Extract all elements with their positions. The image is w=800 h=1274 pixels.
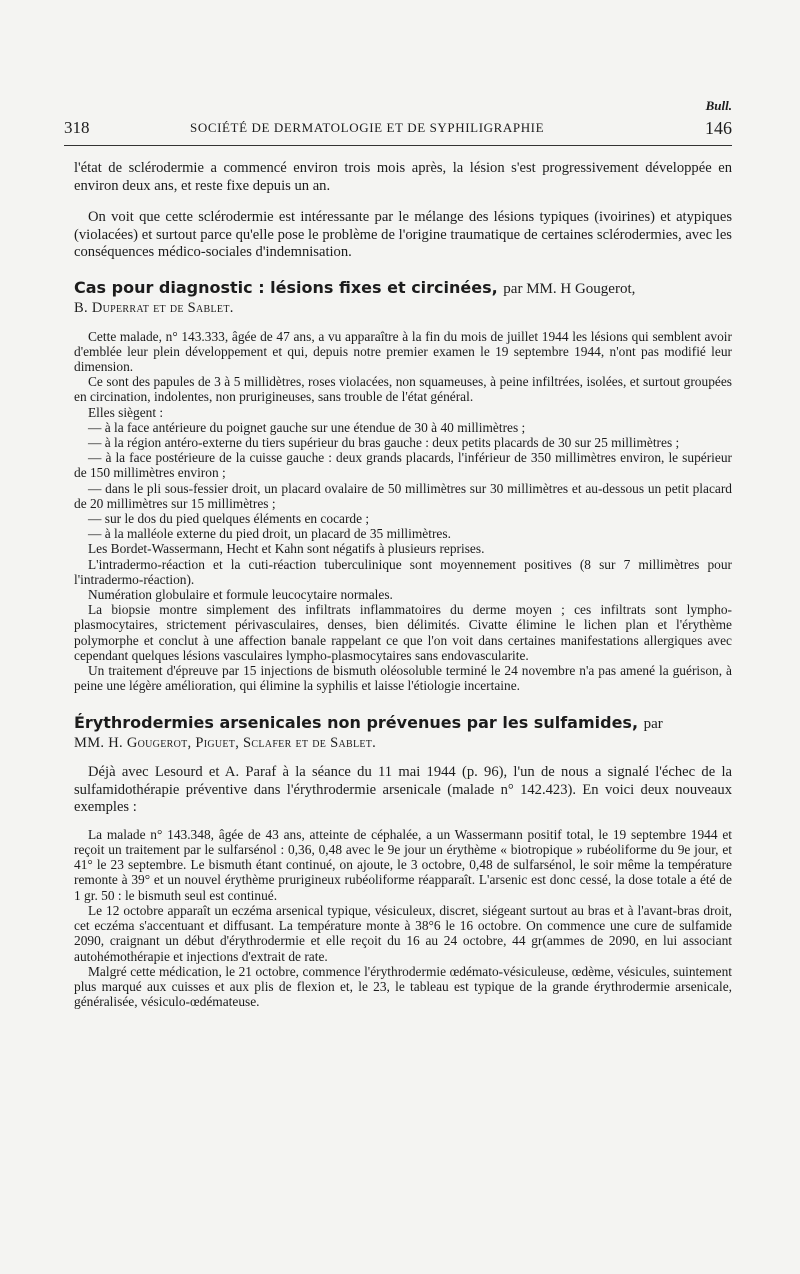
- section1-line: — à la malléole externe du pied droit, un placard de 35 millimètres.: [88, 526, 451, 542]
- header-rule: [64, 145, 732, 146]
- section2-by: par: [643, 716, 663, 733]
- section1-line: Les Bordet-Wassermann, Hecht et Kahn sont négatifs à plusieurs reprises.: [88, 541, 485, 557]
- section1-line: Elles siègent :: [88, 404, 164, 420]
- section1-line: — à la face antérieure du poignet gauche sur une étendue de 30 à 40 millimètres ;: [88, 419, 526, 435]
- bulletin-number: 146: [705, 118, 732, 138]
- section1-line: — à la face postérieure de la cuisse gauche : deux grands placards, l'inférieur de 350 millimètres environ, le supérieur de 150 millimètres environ ;: [74, 450, 732, 481]
- section1-line: La biopsie montre simplement des infiltrats inflammatoires du derme moyen ; ces infiltrats sont lympho-plasmocytaires, strictement périvasculaires, denses, bien délimités. Civatte élimine le lichen plan et l'érythème polymorphe et conclut à une affection banale rappelant ce que l'on voit dans certaines manifestations allergiques avec cependant quelques lésions vasculaires lympho-plasmocytaires sans endovascularite.: [74, 602, 732, 663]
- section2-lead: Déjà avec Lesourd et A. Paraf à la séance du 11 mai 1944 (p. 96), l'un de nous a signalé l'échec de la sulfamidothérapie préventive dans l'érythrodermie arsenicale (malade n° 142.423). En voici deux nouveaux exemples :: [74, 764, 732, 816]
- section2-line: La malade n° 143.348, âgée de 43 ans, atteinte de céphalée, a un Wassermann positif total, le 19 septembre 1944 et reçoit un traitement par le sulfarsénol : 0,36, 0,48 avec le 9e jour un érythème « biotropique » rubéoliforme du 9e jour, et 41° le 23 septembre. Le bismuth étant continué, on ajoute, le 3 octobre, 0,48 de sulfarsénol, le soir même la température remonte à 39° et un nouvel érythème prurigineux rubéoliforme réapparaît. L'arsenic est donc cessé, la dose totale a été de 1 gr. 50 : le bismuth seul est continué.: [74, 826, 732, 903]
- section1-line: Un traitement d'épreuve par 15 injections de bismuth oléosoluble terminé le 24 novembre n'a pas amené la guérison, à peine une légère amélioration, qui élimine la syphilis et laisse l'étiologie incertaine.: [74, 662, 732, 694]
- running-head: [64, 118, 732, 140]
- section1-line: Ce sont des papules de 3 à 5 millidètres, roses violacées, non squameuses, à peine infiltrées, isolées, et surtout groupées en circination, indolentes, non prurigineuses, sans trouble de l'état général.: [74, 374, 732, 405]
- section1-title: [74, 278, 732, 299]
- section1-line: L'intradermo-réaction et la cuti-réaction tuberculinique sont moyennement positives (8 sur 7 millimètres pour l'intradermo-réaction).: [74, 556, 732, 587]
- section1-line: — à la région antéro-externe du tiers supérieur du bras gauche : deux petits placards de 30 sur 25 millimètres ;: [88, 434, 680, 450]
- journal-title: SOCIÉTÉ DE DERMATOLOGIE ET DE SYPHILIGRAPHIE: [190, 120, 545, 135]
- section1-line: Cette malade, n° 143.333, âgée de 47 ans, a vu apparaître à la fin du mois de juillet 1944 les lésions qui semblent avoir d'emblée leur plein développement et qui, depuis notre premier examen le 19 septembre 1944, n'ont pas modifié leur dimension.: [74, 328, 732, 374]
- bulletin-label: Bull.: [705, 98, 732, 113]
- page-number: 318: [64, 118, 90, 137]
- section1-line: — dans le pli sous-fessier droit, un placard ovalaire de 50 millimètres sur 30 millimètres et au-dessous un petit placard de 20 millimètres sur 15 millimètres ;: [74, 480, 732, 511]
- section1-title-text: Cas pour diagnostic : lésions fixes et circinées,: [74, 277, 498, 297]
- section1-authors: B. Duperrat et de Sablet.: [74, 299, 234, 316]
- section2-title-text: Érythrodermies arsenicales non prévenues par les sulfamides,: [74, 713, 639, 733]
- section1-by: par MM. H Gougerot,: [503, 280, 636, 297]
- section1-line: Numération globulaire et formule leucocytaire normales.: [88, 586, 393, 602]
- intro-paragraph: On voit que cette sclérodermie est intéressante par le mélange des lésions typiques (ivoirines) et atypiques (violacées) et surtout parce qu'elle pose le problème de l'origine traumatique de certaines sclérodermies, avec les conséquences médico-sociales d'indemnisation.: [74, 209, 732, 260]
- page-body: [74, 160, 732, 1009]
- section1-line: — sur le dos du pied quelques éléments en cocarde ;: [88, 510, 370, 526]
- section2-title: [74, 713, 732, 734]
- section2-line: Le 12 octobre apparaît un eczéma arsenical typique, vésiculeux, discret, siégeant surtout au bras et à l'avant-bras droit, cet eczéma s'accentuant et diffusant. La température monte à 38°6 le 16 octobre. On commence une cure de sulfamide 2090, craignant un début d'érythrodermie et elle reçoit du 16 au 24 octobre, 44 gr(ammes de 2090, en lui associant autohémothérapie et injections d'extrait de rate.: [74, 902, 732, 964]
- intro-paragraph: l'état de sclérodermie a commencé environ trois mois après, la lésion s'est progressivement développée en environ deux ans, et reste fixe depuis un an.: [74, 160, 732, 194]
- section2-authors: MM. H. Gougerot, Piguet, Sclafer et de Sablet.: [74, 735, 377, 752]
- section2-line: Malgré cette médication, le 21 octobre, commence l'érythrodermie œdémato-vésiculeuse, œdème, vésicules, suintement plus marqué aux cuisses et aux plis de flexion et, le 23, le tableau est typique de la grande érythrodermie arsenicale, généralisée, vésiculo-œdémateuse.: [74, 963, 732, 1010]
